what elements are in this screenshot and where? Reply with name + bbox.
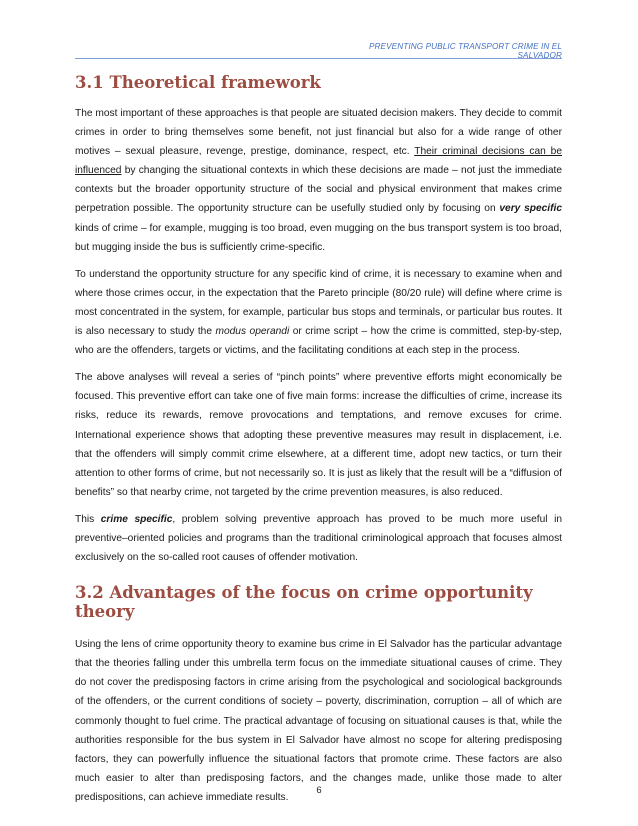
page-number: 6 bbox=[316, 785, 322, 796]
running-header: PREVENTING PUBLIC TRANSPORT CRIME IN EL SALVADOR bbox=[368, 42, 562, 60]
paragraph-1-text-b: by changing the situational contexts in which these decisions are made – not just the immediate contexts but the broader opportunity structure of the social and physical environment that makes crime perpetration possible. The opportunity structure can be usefully studied only by focusing on bbox=[75, 165, 562, 215]
emphasis-modus-operandi: modus operandi bbox=[215, 326, 290, 338]
paragraph-4-text-b: , problem solving preventive approach has proved to be much more useful in preventive–oriented policies and programs than the traditional criminological approach that focuses almost exclusively on the so-called root causes of offender motivation. bbox=[75, 513, 562, 564]
emphasis-very-specific: very specific bbox=[499, 203, 563, 215]
emphasis-crime-specific: crime specific bbox=[100, 513, 173, 525]
page-content bbox=[75, 70, 562, 815]
paragraph-5: Using the lens of crime opportunity theory to examine bus crime in El Salvador has the particular advantage that the theories falling under this umbrella term focus on the immediate situational causes of crime. They do not cover the predisposing factors in crime arising from the psychological and sociological backgrounds of the offenders, or the current conditions of society – poverty, discrimination, corruption – all of which are commonly thought to fuel crime. The practical advantage of focusing on situational causes is that, while the authorities responsible for the bus system in El Salvador have almost no scope for altering predisposing factors, they can powerfully influence the situational factors that promote crime. These factors are also much easier to alter than predisposing factors, and the changes made, unlike those made to alter predispositions, can achieve immediate results. bbox=[75, 639, 562, 803]
paragraph-2-text-a: To understand the opportunity structure for any specific kind of crime, it is necessary to examine when and where those crimes occur, in the expectation that the Pareto principle (80/20 rule) will define where crime is most concentrated in the system, for example, particular bus stops and terminals, or particular bus routes. It is also necessary to study the bbox=[75, 268, 562, 338]
paragraph-3: The above analyses will reveal a series of “pinch points” where preventive efforts might economically be focused. This preventive effort can take one of five main forms: increase the difficulties of crime, increase its risks, reduce its rewards, remove provocations and temptations, and remove excuses for crime. International experience shows that adopting these preventive measures may result in displacement, i.e. that the offenders will simply commit crime elsewhere, at a different time, adopt new tactics, or turn their attention to other forms of crime, but not necessarily so. It is just as likely that the result will be a “diffusion of benefits” so that nearby crime, not targeted by the crime prevention measures, is also reduced. bbox=[75, 372, 562, 498]
paragraph-1-text-a: The most important of these approaches is that people are situated decision makers. They decide to commit crimes in order to bring themselves some benefit, not just financial but also for a wide range of other motives – sexual pleasure, revenge, prestige, dominance, respect, etc. bbox=[75, 108, 562, 158]
paragraph-4-text-a: This bbox=[75, 513, 101, 525]
underlined-phrase: Their criminal decisions can be influenced bbox=[75, 146, 562, 177]
paragraph-1 bbox=[75, 104, 562, 257]
header-rule bbox=[75, 58, 562, 59]
paragraph-2-text-b: or crime script – how the crime is committed, step-by-step, who are the offenders, targets or victims, and the facilitating conditions at each step in the process. bbox=[75, 326, 562, 357]
paragraph-4 bbox=[75, 510, 562, 567]
section-heading-advantages: 3.2 Advantages of the focus on crime opportunity theory bbox=[75, 583, 533, 622]
paragraph-2 bbox=[75, 265, 562, 360]
section-heading-theoretical-framework: 3.1 Theoretical framework bbox=[75, 73, 321, 92]
paragraph-1-text-c: kinds of crime – for example, mugging is too broad, even mugging on the bus transport system is too broad, but mugging inside the bus is sufficiently crime-specific. bbox=[75, 222, 562, 253]
